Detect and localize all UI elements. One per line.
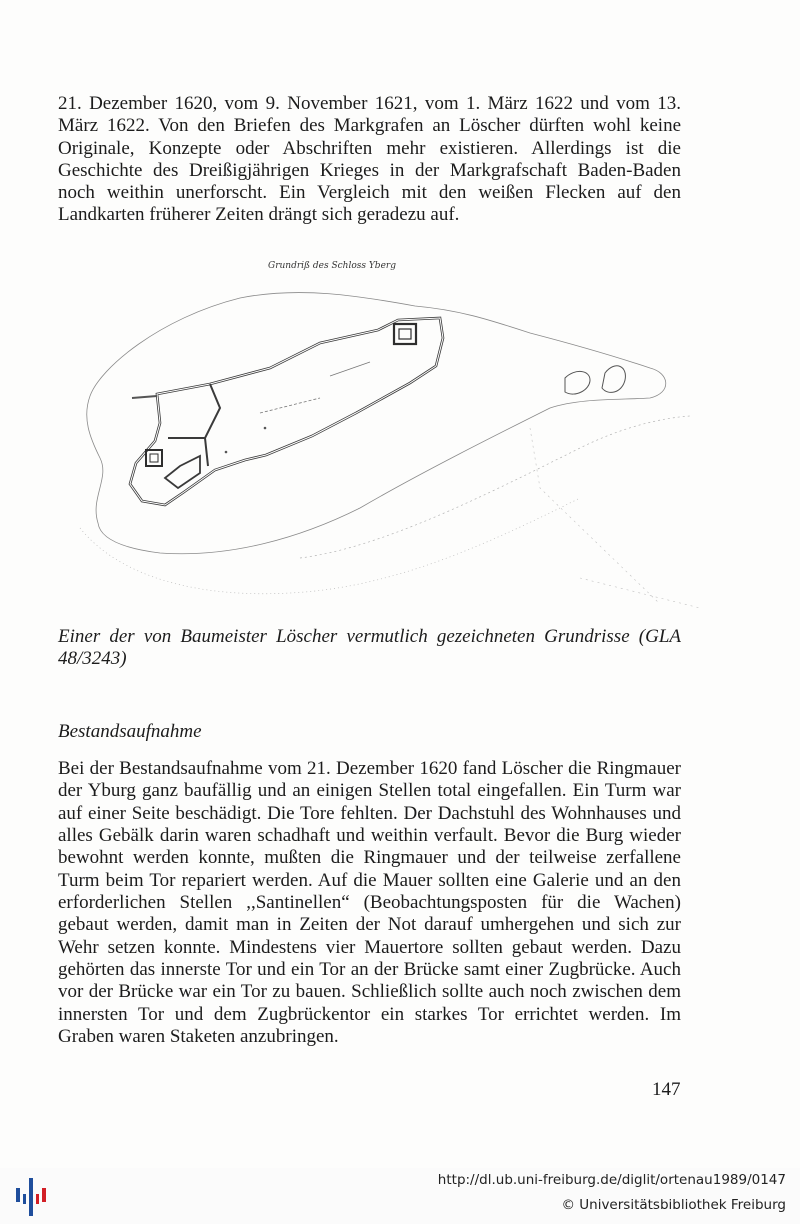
castle-floor-plan-figure <box>60 248 700 624</box>
tower-west-inner <box>150 454 158 462</box>
paragraph-main: Bei der Bestandsaufnahme vom 21. Dezember 1620 fand Löscher die Ringmauer der Yburg ganz baufällig und an einigen Stellen total eingefallen. Ein Turm war auf einer Seite beschädigt. Die Tore fehlten. Der Dachstuhl des Wohnhauses und alles Gebälk darin waren schadhaft und weithin verfault. Bevor die Burg wieder bewohnt werden konnte, mußten die Ringmauer und der teilweise zerfallene Turm beim Tor repariert werden. Auf die Mauer sollten eine Galerie und an den erforderlichen Stellen ,,Santinellen“ (Beobachtungsposten für die Wachen) gebaut werden, damit man in Zeiten der Not darauf umhergehen und sich zur Wehr setzen konnte. Mindestens vier Mauertore sollten gebaut werden. Dazu gehörten das innerste Tor und ein Tor an der Brücke samt einer Zugbrücke. Auch vor der Brücke war ein Tor zu bauen. Schließlich sollte auch noch zwischen dem innersten Tor und dem Zugbrückentor ein starkes Tor errichtet werden. Im Graben waren Staketen anzubringen. <box>58 758 681 1048</box>
annotation-line <box>260 398 320 413</box>
ub-freiburg-logo-icon <box>12 1170 52 1220</box>
paragraph-intro: 21. Dezember 1620, vom 9. November 1621, vom 1. März 1622 und vom 13. März 1622. Von den Briefen des Markgrafen an Löscher dürften wohl keine Originale, Konzepte oder Abschriften mehr existieren. Allerdings ist die Geschichte des Dreißigjährigen Krieges in der Markgrafschaft Baden-Baden noch weithin unerforscht. Ein Vergleich mit den weißen Flecken auf den Landkarten früherer Zeiten drängt sich geradezu auf. <box>58 93 681 226</box>
section-heading: Bestandsaufnahme <box>58 721 202 742</box>
path-line <box>300 416 690 558</box>
tower-west <box>146 450 162 466</box>
inner-wall <box>168 384 220 466</box>
outer-contour <box>80 498 580 594</box>
footer-copyright: © Universitätsbibliothek Freiburg <box>561 1197 786 1213</box>
floor-plan-sketch <box>60 248 700 624</box>
castle-wall <box>130 318 443 505</box>
page-number: 147 <box>652 1079 681 1100</box>
annotation-line-2 <box>330 362 370 376</box>
rock-outcrop <box>565 371 590 394</box>
rock-outcrop <box>602 366 625 393</box>
plan-dot <box>225 451 228 454</box>
bridge <box>132 396 157 398</box>
tower-east <box>394 324 416 344</box>
slope-lines <box>530 428 700 608</box>
plan-dot <box>264 427 267 430</box>
tower-east-inner <box>399 329 411 339</box>
castle-wall-inner-line <box>130 318 443 505</box>
footer-url-link[interactable]: http://dl.ub.uni-freiburg.de/diglit/ortenau1989/0147 <box>437 1172 786 1188</box>
figure-caption: Einer der von Baumeister Löscher vermutlich gezeichneten Grundrisse (GLA 48/3243) <box>58 626 681 669</box>
sketch-title: Grundriß des Schloss Yberg <box>268 261 396 271</box>
